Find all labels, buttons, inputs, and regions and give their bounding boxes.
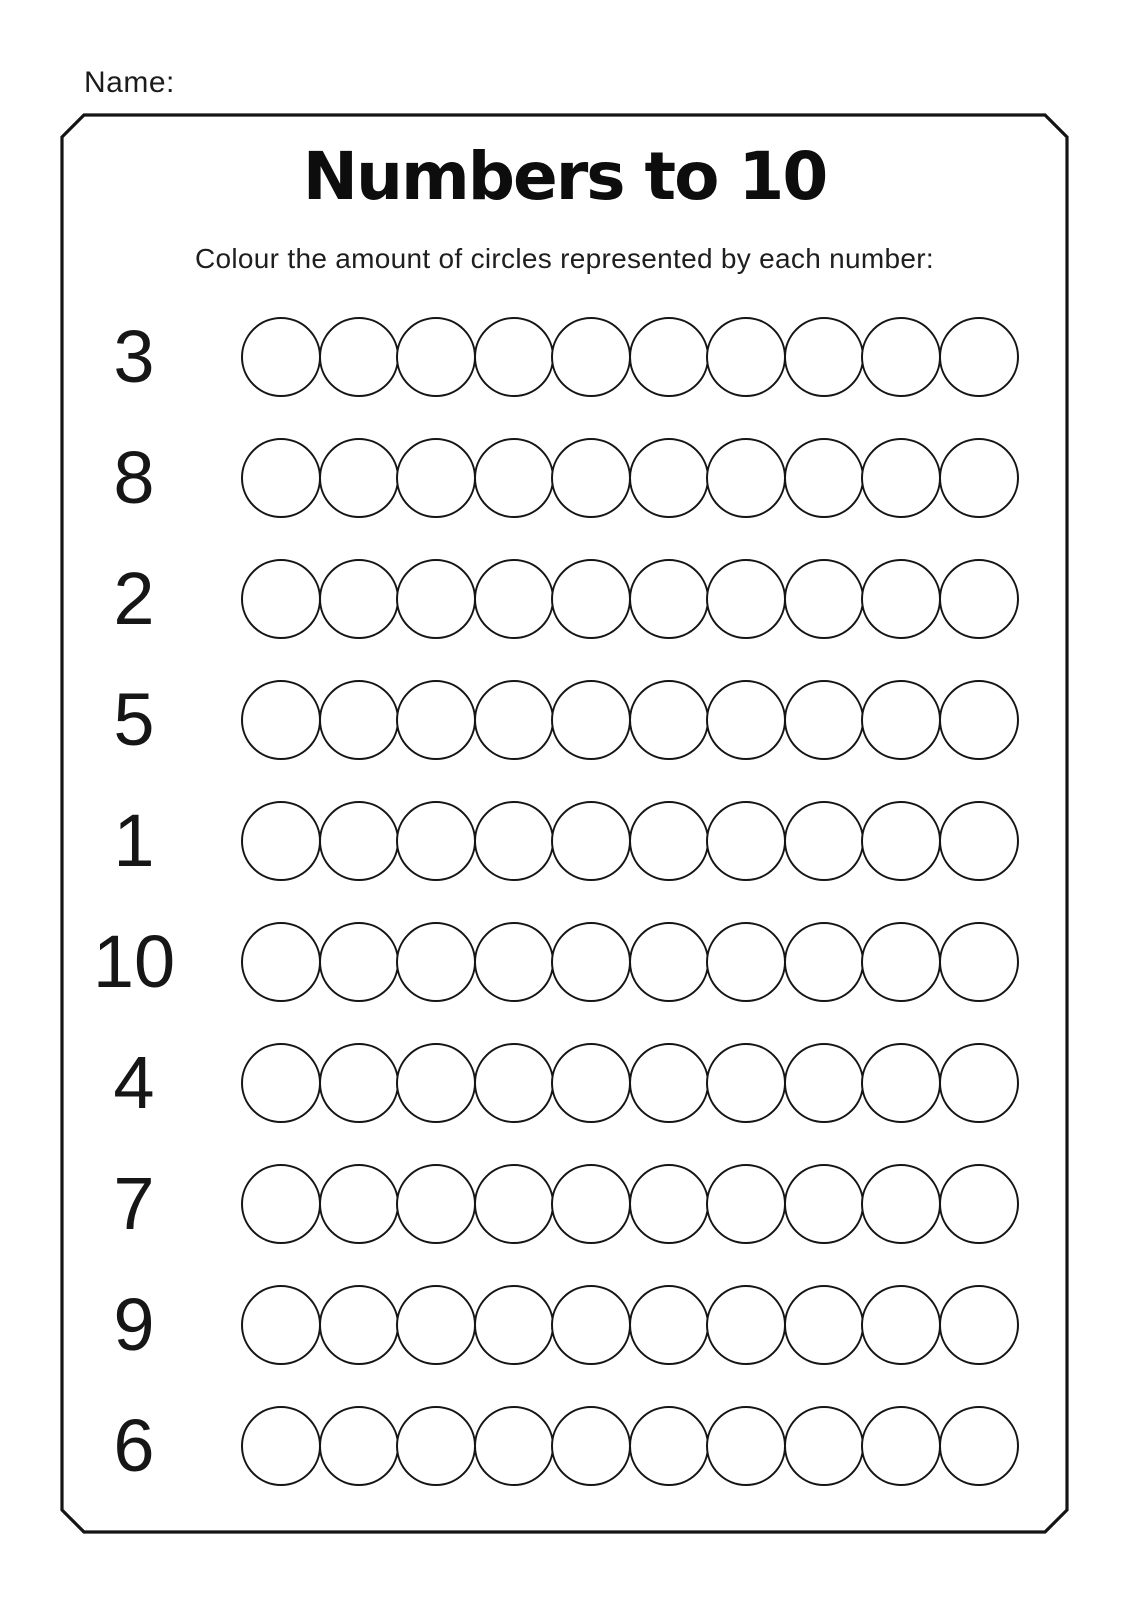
colour-circle[interactable] <box>861 1164 941 1244</box>
name-label: Name: <box>84 66 175 99</box>
colour-circle[interactable] <box>319 317 399 397</box>
colour-circle[interactable] <box>706 1406 786 1486</box>
colour-circle[interactable] <box>396 1406 476 1486</box>
colour-circle[interactable] <box>474 1043 554 1123</box>
colour-circle[interactable] <box>241 801 321 881</box>
row-number-label: 7 <box>113 1162 155 1245</box>
colour-circle[interactable] <box>241 438 321 518</box>
colour-circle[interactable] <box>861 317 941 397</box>
colour-circle[interactable] <box>241 1406 321 1486</box>
colour-circle[interactable] <box>861 438 941 518</box>
worksheet-row <box>0 438 1131 518</box>
colour-circle[interactable] <box>629 922 709 1002</box>
colour-circle[interactable] <box>939 317 1019 397</box>
colour-circle[interactable] <box>396 1285 476 1365</box>
colour-circle[interactable] <box>474 680 554 760</box>
colour-circle[interactable] <box>784 680 864 760</box>
colour-circle[interactable] <box>706 438 786 518</box>
row-number-label: 9 <box>113 1283 155 1366</box>
colour-circle[interactable] <box>861 1406 941 1486</box>
colour-circle[interactable] <box>241 680 321 760</box>
colour-circle[interactable] <box>784 1285 864 1365</box>
colour-circle[interactable] <box>861 559 941 639</box>
worksheet-row <box>0 1164 1131 1244</box>
worksheet-row <box>0 1406 1131 1486</box>
worksheet-instruction: Colour the amount of circles represented by each number: <box>195 243 934 274</box>
colour-circle[interactable] <box>396 317 476 397</box>
colour-circle[interactable] <box>706 1285 786 1365</box>
colour-circle[interactable] <box>319 559 399 639</box>
colour-circle[interactable] <box>241 1285 321 1365</box>
colour-circle[interactable] <box>629 438 709 518</box>
colour-circle[interactable] <box>629 317 709 397</box>
worksheet-row <box>0 317 1131 397</box>
colour-circle[interactable] <box>939 559 1019 639</box>
colour-circle[interactable] <box>474 1406 554 1486</box>
colour-circle[interactable] <box>551 1164 631 1244</box>
colour-circle[interactable] <box>396 438 476 518</box>
colour-circle[interactable] <box>629 1285 709 1365</box>
colour-circle[interactable] <box>551 922 631 1002</box>
colour-circle[interactable] <box>629 1406 709 1486</box>
circles-row <box>241 1406 1016 1486</box>
circles-row <box>241 680 1016 760</box>
worksheet-row <box>0 1285 1131 1365</box>
colour-circle[interactable] <box>396 1043 476 1123</box>
colour-circle[interactable] <box>784 801 864 881</box>
colour-circle[interactable] <box>706 1043 786 1123</box>
colour-circle[interactable] <box>939 438 1019 518</box>
colour-circle[interactable] <box>319 1164 399 1244</box>
colour-circle[interactable] <box>396 801 476 881</box>
colour-circle[interactable] <box>241 317 321 397</box>
row-number-label: 2 <box>113 557 155 640</box>
colour-circle[interactable] <box>396 680 476 760</box>
row-number-label: 3 <box>113 315 155 398</box>
colour-circle[interactable] <box>474 559 554 639</box>
row-number-label: 6 <box>113 1404 155 1487</box>
colour-circle[interactable] <box>629 1043 709 1123</box>
colour-circle[interactable] <box>319 801 399 881</box>
circles-row <box>241 1164 1016 1244</box>
colour-circle[interactable] <box>551 801 631 881</box>
colour-circle[interactable] <box>784 317 864 397</box>
circles-row <box>241 559 1016 639</box>
colour-circle[interactable] <box>706 317 786 397</box>
colour-circle[interactable] <box>784 922 864 1002</box>
colour-circle[interactable] <box>706 801 786 881</box>
colour-circle[interactable] <box>241 922 321 1002</box>
colour-circle[interactable] <box>629 1164 709 1244</box>
colour-circle[interactable] <box>319 922 399 1002</box>
worksheet-title: Numbers to 10 <box>302 138 827 215</box>
colour-circle[interactable] <box>939 801 1019 881</box>
colour-circle[interactable] <box>784 559 864 639</box>
colour-circle[interactable] <box>706 680 786 760</box>
row-number-label: 10 <box>92 920 176 1003</box>
colour-circle[interactable] <box>241 1043 321 1123</box>
colour-circle[interactable] <box>551 1043 631 1123</box>
circles-row <box>241 1043 1016 1123</box>
colour-circle[interactable] <box>474 1164 554 1244</box>
colour-circle[interactable] <box>319 1406 399 1486</box>
circles-row <box>241 438 1016 518</box>
colour-circle[interactable] <box>551 559 631 639</box>
circles-row <box>241 317 1016 397</box>
colour-circle[interactable] <box>319 1285 399 1365</box>
rows-container <box>0 317 1131 1527</box>
colour-circle[interactable] <box>939 1164 1019 1244</box>
worksheet-row <box>0 801 1131 881</box>
colour-circle[interactable] <box>784 438 864 518</box>
colour-circle[interactable] <box>396 559 476 639</box>
colour-circle[interactable] <box>551 1406 631 1486</box>
circles-row <box>241 801 1016 881</box>
colour-circle[interactable] <box>706 922 786 1002</box>
colour-circle[interactable] <box>629 680 709 760</box>
colour-circle[interactable] <box>396 922 476 1002</box>
colour-circle[interactable] <box>319 438 399 518</box>
colour-circle[interactable] <box>784 1043 864 1123</box>
row-number-label: 4 <box>113 1041 155 1124</box>
colour-circle[interactable] <box>551 680 631 760</box>
colour-circle[interactable] <box>241 559 321 639</box>
colour-circle[interactable] <box>396 1164 476 1244</box>
colour-circle[interactable] <box>939 1043 1019 1123</box>
colour-circle[interactable] <box>939 922 1019 1002</box>
colour-circle[interactable] <box>861 922 941 1002</box>
colour-circle[interactable] <box>784 1164 864 1244</box>
colour-circle[interactable] <box>861 801 941 881</box>
colour-circle[interactable] <box>551 317 631 397</box>
colour-circle[interactable] <box>861 1285 941 1365</box>
colour-circle[interactable] <box>939 680 1019 760</box>
worksheet-row <box>0 1043 1131 1123</box>
worksheet-row <box>0 922 1131 1002</box>
colour-circle[interactable] <box>706 1164 786 1244</box>
colour-circle[interactable] <box>474 317 554 397</box>
colour-circle[interactable] <box>551 438 631 518</box>
row-number-label: 1 <box>113 799 155 882</box>
colour-circle[interactable] <box>861 680 941 760</box>
colour-circle[interactable] <box>319 1043 399 1123</box>
colour-circle[interactable] <box>629 801 709 881</box>
worksheet-row <box>0 559 1131 639</box>
colour-circle[interactable] <box>706 559 786 639</box>
colour-circle[interactable] <box>474 922 554 1002</box>
colour-circle[interactable] <box>474 1285 554 1365</box>
colour-circle[interactable] <box>241 1164 321 1244</box>
colour-circle[interactable] <box>861 1043 941 1123</box>
colour-circle[interactable] <box>551 1285 631 1365</box>
colour-circle[interactable] <box>474 801 554 881</box>
colour-circle[interactable] <box>784 1406 864 1486</box>
colour-circle[interactable] <box>629 559 709 639</box>
worksheet-row <box>0 680 1131 760</box>
row-number-label: 8 <box>113 436 155 519</box>
colour-circle[interactable] <box>474 438 554 518</box>
colour-circle[interactable] <box>319 680 399 760</box>
colour-circle[interactable] <box>939 1285 1019 1365</box>
circles-row <box>241 922 1016 1002</box>
colour-circle[interactable] <box>939 1406 1019 1486</box>
row-number-label: 5 <box>113 678 155 761</box>
circles-row <box>241 1285 1016 1365</box>
